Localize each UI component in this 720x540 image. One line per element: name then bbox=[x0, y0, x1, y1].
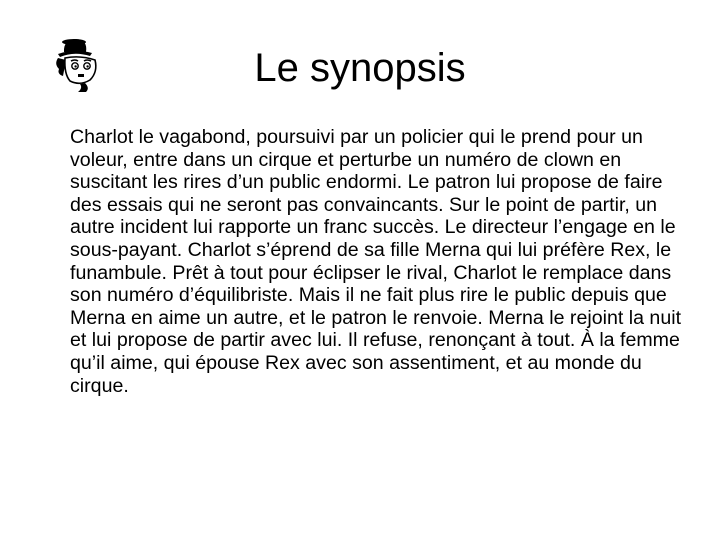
synopsis-paragraph: Charlot le vagabond, poursuivi par un policier qui le prend pour un voleur, entre dans un cirque et perturbe un numéro de clown en suscitant les rires d’un public endormi. Le patron lui propose de faire des essais qui ne seront pas convaincants. Sur le point de partir, un autre incident lui rapporte un franc succès. Le directeur l’engage en le sous-payant. Charlot s’éprend de sa fille Merna qui lui préfère Rex, le funambule. Prêt à tout pour éclipser le rival, Charlot le remplace dans son numéro d’équilibriste. Mais il ne fait plus rire le public depuis que Merna en aime un autre, et le patron le renvoie. Merna le rejoint la nuit et lui propose de partir avec lui. Il refuse, renonçant à tout. À la femme qu’il aime, qui épouse Rex avec son assentiment, et au monde du cirque. bbox=[70, 126, 682, 397]
slide-title: Le synopsis bbox=[254, 46, 466, 90]
